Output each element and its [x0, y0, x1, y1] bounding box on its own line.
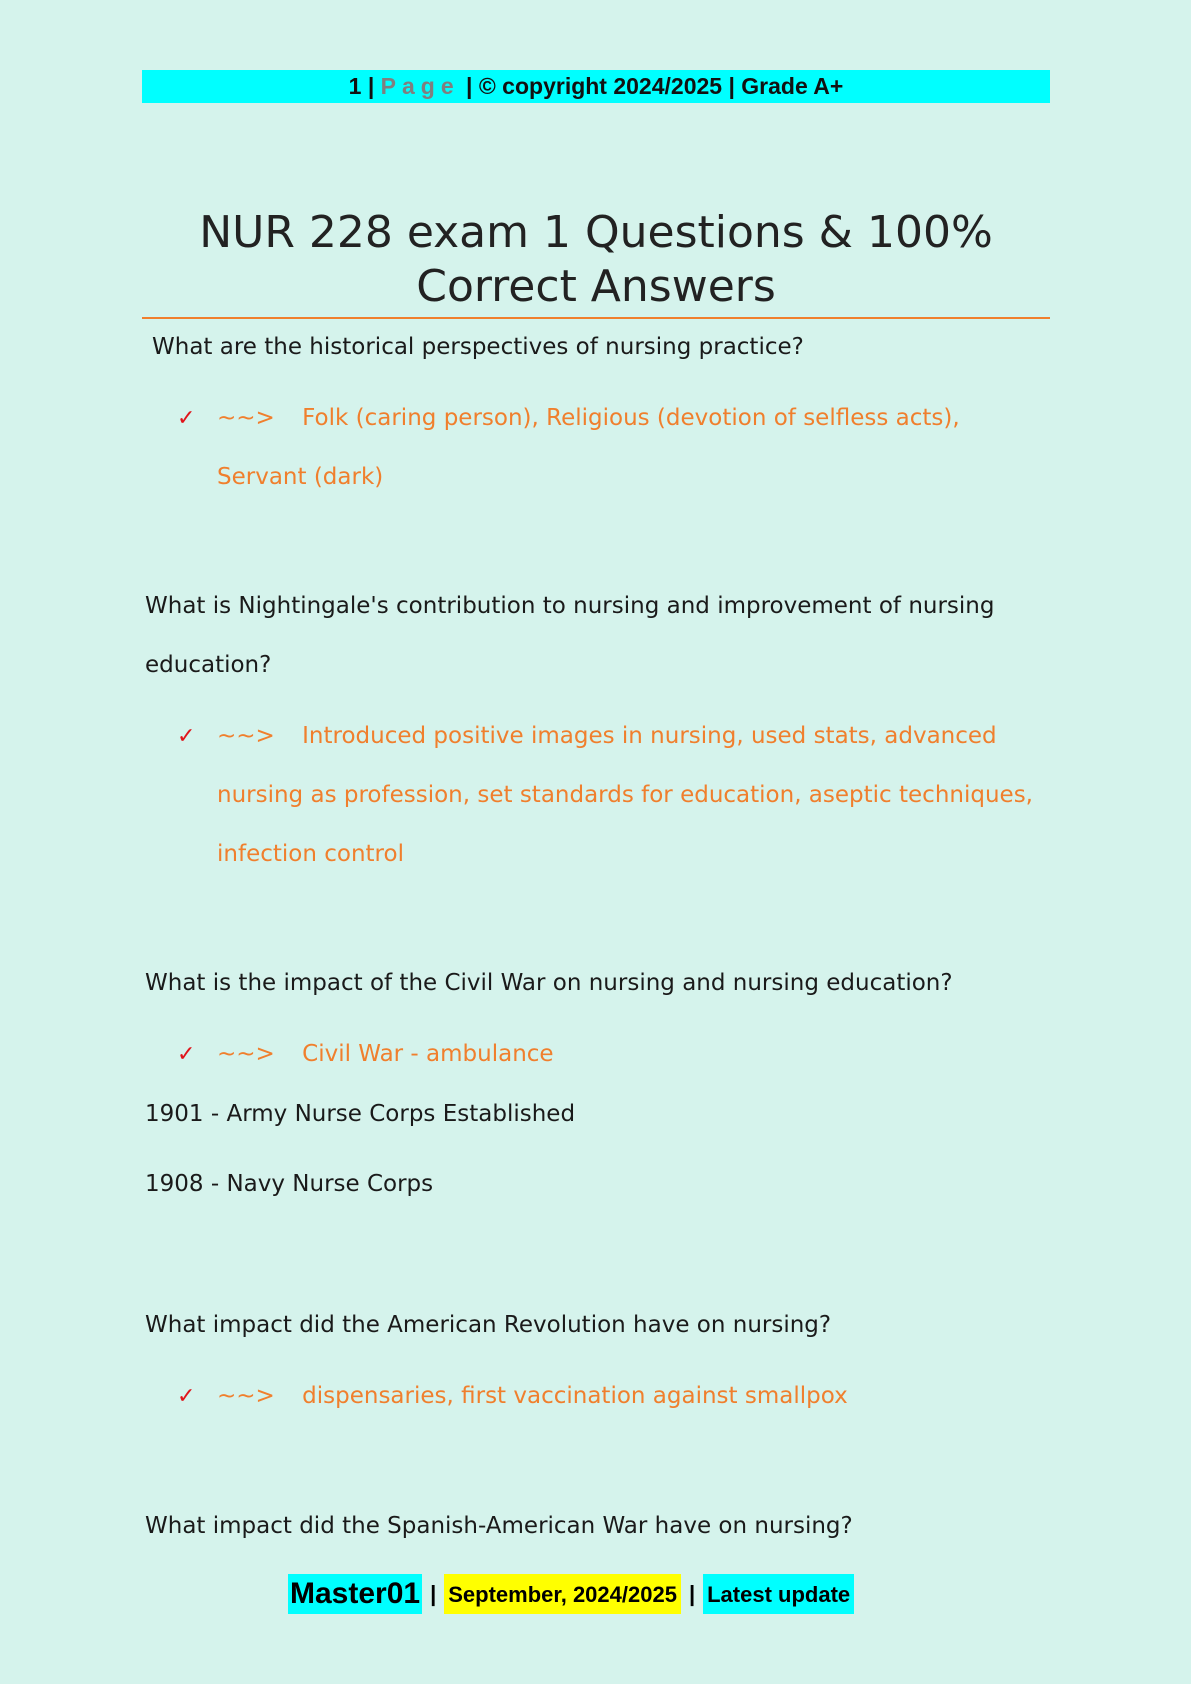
footer-brand: Master01 — [288, 1574, 422, 1614]
answer-text: dispensaries, first vaccination against smallpox — [302, 1383, 848, 1409]
footer-date: September, 2024/2025 — [444, 1574, 681, 1614]
question-3: What is the impact of the Civil War on nursing and nursing education? — [145, 970, 953, 996]
answer-text: Civil War - ambulance — [302, 1041, 554, 1067]
checkmark-icon: ✓ — [177, 406, 196, 431]
answer-text: Introduced positive images in nursing, used stats, advanced nursing as profession, set standards for education, aseptic techniques, infection control — [217, 723, 1033, 867]
question-2: What is Nightingale's contribution to nursing and improvement of nursing education? — [145, 593, 995, 678]
copyright-text: © copyright 2024/2025 — [478, 73, 723, 99]
title-line-2: Correct Answers — [416, 261, 776, 312]
page-number: 1 — [348, 73, 362, 99]
footer-latest-update: Latest update — [703, 1574, 854, 1614]
checkmark-icon: ✓ — [177, 724, 196, 749]
answer-text: Folk (caring person), Religious (devotion of selfless acts), Servant (dark) — [217, 405, 960, 490]
arrow-marker: ~~> — [217, 1041, 275, 1067]
answer-2 — [177, 707, 1037, 884]
page-title — [142, 206, 1050, 314]
question-5: What impact did the Spanish-American War have on nursing? — [145, 1513, 853, 1539]
header-separator: | — [367, 73, 375, 99]
page-label: Page — [380, 73, 460, 99]
header-separator: | — [728, 73, 735, 99]
answer-3 — [177, 1025, 1037, 1084]
arrow-marker: ~~> — [217, 723, 275, 749]
answer-3-line-1901: 1901 - Army Nurse Corps Established — [145, 1101, 576, 1127]
answer-1 — [177, 389, 1037, 507]
grade-text: Grade A+ — [741, 73, 844, 99]
footer-separator: | — [430, 1581, 437, 1606]
title-line-1: NUR 228 exam 1 Questions & 100% — [199, 207, 993, 258]
arrow-marker: ~~> — [217, 405, 275, 431]
checkmark-icon: ✓ — [177, 1042, 196, 1067]
footer-separator: | — [688, 1581, 696, 1606]
answer-3-line-1908: 1908 - Navy Nurse Corps — [145, 1171, 434, 1197]
answer-4 — [177, 1367, 1037, 1426]
page-footer — [288, 1574, 854, 1614]
checkmark-icon: ✓ — [177, 1384, 196, 1409]
page-header-bar — [142, 70, 1050, 103]
arrow-marker: ~~> — [217, 1383, 275, 1409]
question-1: What are the historical perspectives of nursing practice? — [152, 334, 804, 360]
header-separator: | — [466, 73, 473, 99]
question-4: What impact did the American Revolution have on nursing? — [145, 1312, 832, 1338]
